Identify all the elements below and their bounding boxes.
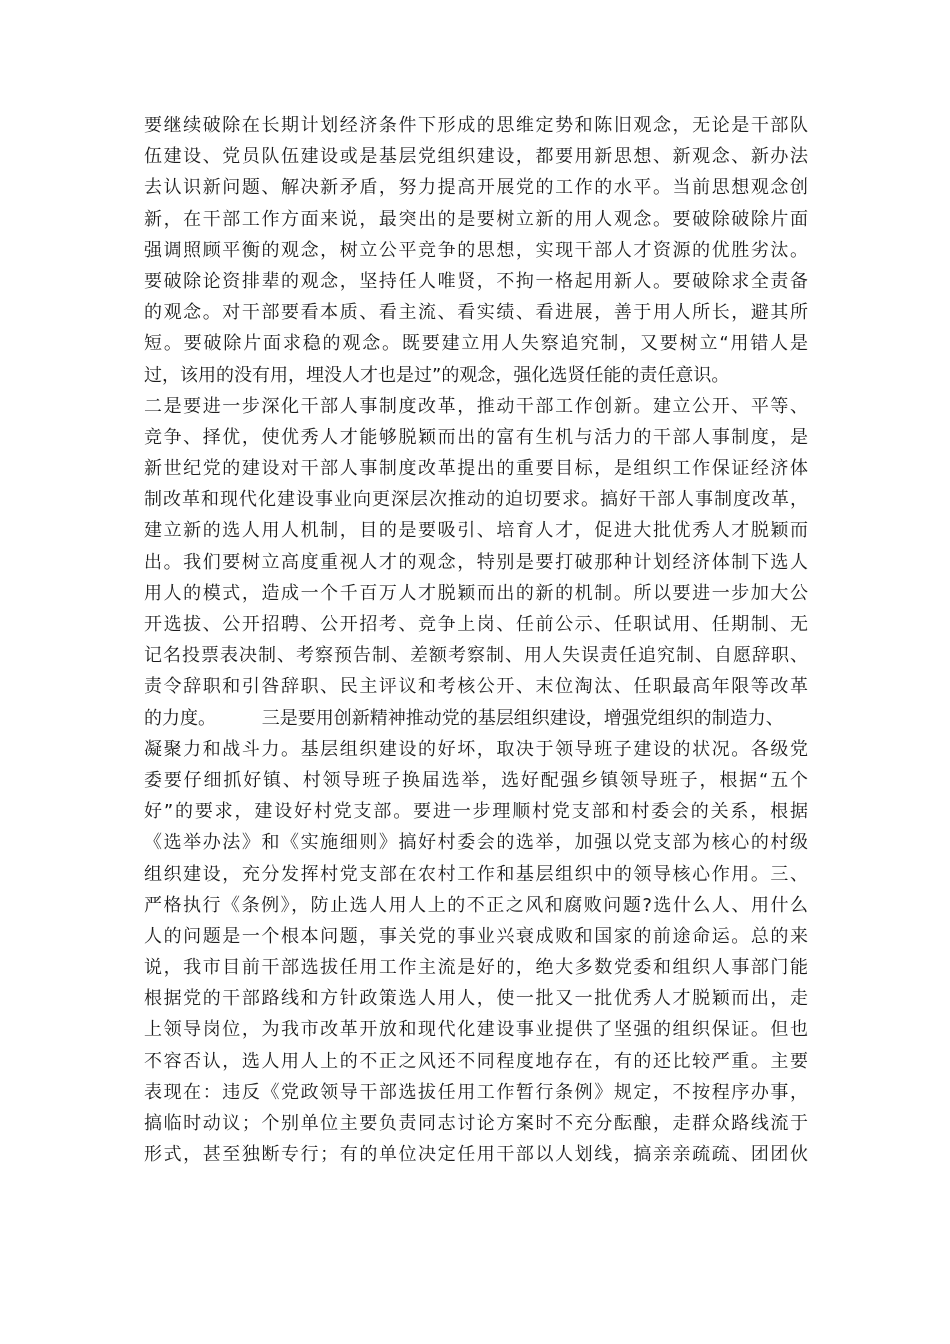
text-line: 伍建设、党员队伍建设或是基层党组织建设，都要用新思想、新观念、新办法: [144, 146, 808, 168]
text-line: 用人的模式，造成一个千百万人才脱颖而出的新的机制。所以要进一步加大公: [144, 582, 808, 604]
text-line: 短。要破除片面求稳的观念。既要建立用人失察追究制，又要树立“用错人是: [144, 333, 808, 355]
text-line: 过，该用的没有用，埋没人才也是过”的观念，强化选贤任能的责任意识。: [144, 364, 730, 386]
text-line: 严格执行《条例》，防止选人用人上的不正之风和腐败问题?选什么人、用什么: [144, 894, 808, 916]
text-line: 强调照顾平衡的观念，树立公平竞争的思想，实现干部人才资源的优胜劣汰。: [144, 239, 808, 261]
body-text: [144, 110, 808, 1170]
text-line: 去认识新问题、解决新矛盾，努力提高开展党的工作的水平。当前思想观念创: [144, 177, 808, 199]
text-line: 根据党的干部路线和方针政策选人用人，使一批又一批优秀人才脱颖而出，走: [144, 988, 808, 1010]
text-line: 新，在干部工作方面来说，最突出的是要树立新的用人观念。要破除破除片面: [144, 208, 808, 230]
text-line: 要继续破除在长期计划经济条件下形成的思维定势和陈旧观念，无论是干部队: [144, 115, 808, 136]
text-line: 形式，甚至独断专行；有的单位决定任用干部以人划线，搞亲亲疏疏、团团伙: [144, 1144, 808, 1166]
text-line: 二是要进一步深化干部人事制度改革，推动干部工作创新。建立公开、平等、: [144, 395, 808, 417]
text-line: 《选举办法》和《实施细则》搞好村委会的选举，加强以党支部为核心的村级: [144, 832, 808, 854]
text-line: 上领导岗位，为我市改革开放和现代化建设事业提供了坚强的组织保证。但也: [144, 1019, 808, 1041]
text-line: 表现在：违反《党政领导干部选拔任用工作暂行条例》规定，不按程序办事，: [144, 1081, 808, 1103]
text-line: 好”的要求，建设好村党支部。要进一步理顺村党支部和村委会的关系，根据: [144, 801, 808, 823]
text-line: 记名投票表决制、考察预告制、差额考察制、用人失误责任追究制、自愿辞职、: [144, 645, 808, 667]
text-line: 要破除论资排辈的观念，坚持任人唯贤，不拘一格起用新人。要破除求全责备: [144, 270, 808, 292]
text-line: 责令辞职和引咎辞职、民主评议和考核公开、末位淘汰、任职最高年限等改革: [144, 676, 808, 698]
text-line: 制改革和现代化建设事业向更深层次推动的迫切要求。搞好干部人事制度改革，: [144, 489, 808, 511]
text-line: 委要仔细抓好镇、村领导班子换届选举，选好配强乡镇领导班子，根据“五个: [144, 769, 808, 791]
text-line: 不容否认，选人用人上的不正之风还不同程度地存在，有的还比较严重。主要: [144, 1050, 808, 1072]
text-line: 建立新的选人用人机制，目的是要吸引、培育人才，促进大批优秀人才脱颖而: [144, 520, 808, 542]
text-line: 说，我市目前干部选拔任用工作主流是好的，绝大多数党委和组织人事部门能: [144, 957, 808, 979]
text-line: 的力度。 三是要用创新精神推动党的基层组织建设，增强党组织的制造力、: [144, 707, 784, 729]
text-line: 出。我们要树立高度重视人才的观念，特别是要打破那种计划经济体制下选人: [144, 551, 808, 573]
text-line: 搞临时动议；个别单位主要负责同志讨论方案时不充分酝酿，走群众路线流于: [144, 1113, 808, 1134]
text-line: 组织建设，充分发挥村党支部在农村工作和基层组织中的领导核心作用。三、: [144, 863, 808, 885]
text-line: 人的问题是一个根本问题，事关党的事业兴衰成败和国家的前途命运。总的来: [144, 925, 808, 947]
text-line: 开选拔、公开招聘、公开招考、竞争上岗、任前公示、任职试用、任期制、无: [144, 614, 808, 635]
text-line: 新世纪党的建设对干部人事制度改革提出的重要目标，是组织工作保证经济体: [144, 458, 808, 480]
text-line: 的观念。对干部要看本质、看主流、看实绩、看进展，善于用人所长，避其所: [144, 302, 808, 324]
text-line: 竞争、择优，使优秀人才能够脱颖而出的富有生机与活力的干部人事制度，是: [144, 426, 808, 448]
text-line: 凝聚力和战斗力。基层组织建设的好坏，取决于领导班子建设的状况。各级党: [144, 738, 808, 760]
